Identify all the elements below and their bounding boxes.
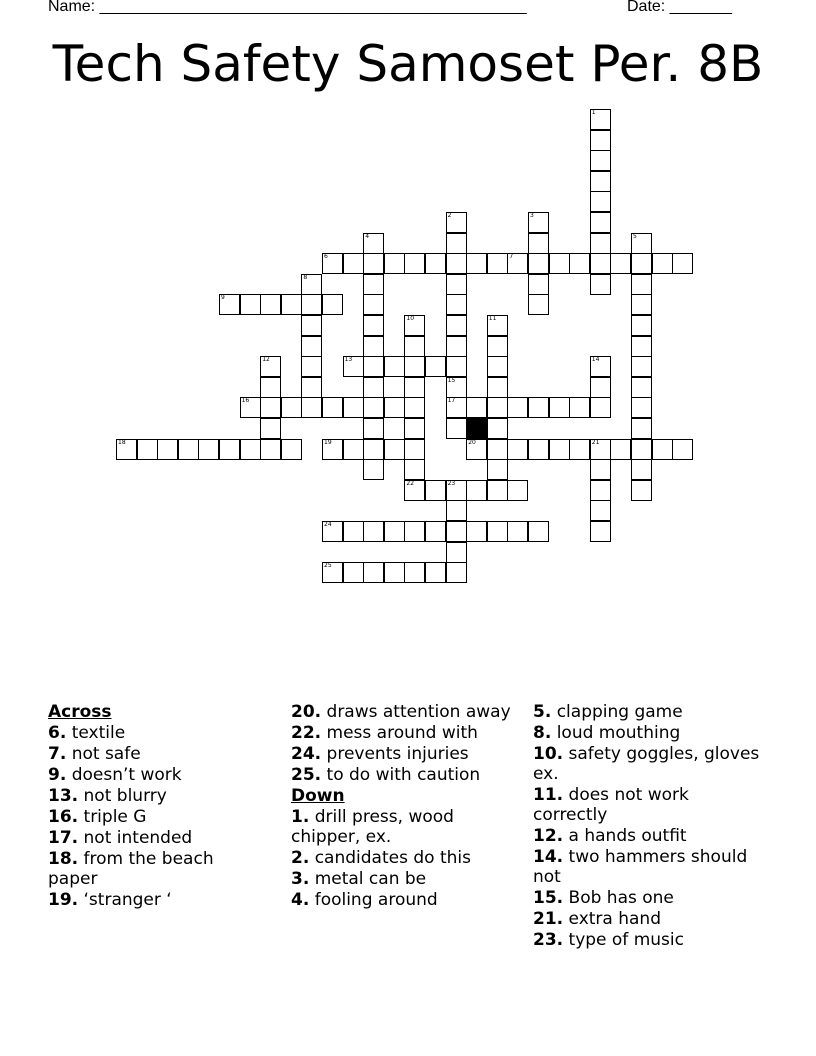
crossword-cell[interactable] [466, 480, 487, 501]
crossword-cell[interactable] [260, 418, 281, 439]
clue-down: 2. candidates do this [291, 848, 471, 868]
cell-number: 6 [324, 253, 328, 261]
clue-across: 13. not blurry [48, 786, 167, 806]
crossword-cell[interactable] [363, 253, 384, 274]
crossword-cell[interactable] [487, 521, 508, 542]
cell-number: 24 [324, 521, 332, 528]
clue-down: 14. two hammers should not [533, 847, 748, 887]
clue-down: 11. does not work correctly [533, 785, 689, 825]
clue-across: 9. doesn’t work [48, 765, 182, 785]
crossword-cell[interactable] [446, 212, 467, 233]
crossword-cell[interactable] [631, 397, 652, 418]
crossword-cell[interactable] [343, 397, 364, 418]
crossword-cell[interactable] [590, 212, 611, 233]
crossword-cell[interactable] [240, 294, 261, 315]
cell-number: 9 [221, 294, 225, 302]
crossword-cell[interactable] [322, 253, 343, 274]
clue-across: 16. triple G [48, 807, 147, 827]
cell-number: 19 [324, 438, 332, 446]
name-field-label: Name: ________________________________________________ [48, 0, 527, 15]
crossword-cell[interactable] [446, 377, 467, 398]
cell-number: 1 [591, 109, 596, 116]
crossword-cell[interactable] [466, 253, 487, 274]
crossword-cell[interactable] [446, 500, 467, 521]
crossword-cell[interactable] [590, 459, 611, 480]
crossword-cell[interactable] [322, 294, 343, 315]
crossword-cell[interactable] [260, 294, 281, 315]
crossword-cell[interactable] [363, 439, 384, 460]
crossword-cell[interactable] [590, 521, 611, 542]
crossword-cell[interactable] [219, 439, 240, 460]
crossword-cell[interactable] [507, 253, 528, 274]
crossword-cell[interactable] [549, 253, 570, 274]
crossword-cell[interactable] [363, 336, 384, 357]
cell-number: 21 [591, 438, 600, 446]
crossword-cell[interactable] [446, 418, 467, 439]
down-heading: Down [291, 786, 345, 806]
crossword-cell[interactable] [487, 439, 508, 460]
clue-column-3 [533, 702, 768, 951]
crossword-cell[interactable] [260, 377, 281, 398]
crossword-cell[interactable] [569, 253, 590, 274]
crossword-cell[interactable] [549, 397, 570, 418]
crossword-cell[interactable] [631, 418, 652, 439]
crossword-cell[interactable] [590, 109, 611, 130]
crossword-cell[interactable] [363, 274, 384, 295]
crossword-cell[interactable] [569, 397, 590, 418]
cell-number: 17 [447, 397, 456, 405]
crossword-cell[interactable] [384, 356, 405, 377]
crossword-cell[interactable] [487, 480, 508, 501]
clue-across: 22. mess around with [291, 723, 478, 743]
crossword-cell[interactable] [384, 253, 405, 274]
clue-across: 20. draws attention away [291, 702, 511, 722]
crossword-cell[interactable] [487, 356, 508, 377]
crossword-cell[interactable] [631, 315, 652, 336]
crossword-cell[interactable] [322, 521, 343, 542]
crossword-cell[interactable] [590, 397, 611, 418]
crossword-cell[interactable] [631, 480, 652, 501]
crossword-cell[interactable] [466, 521, 487, 542]
cell-number: 12 [262, 356, 270, 364]
cell-number: 22 [406, 479, 415, 487]
crossword-cell[interactable] [281, 439, 302, 460]
crossword-cell[interactable] [404, 439, 425, 460]
crossword-cell[interactable] [404, 459, 425, 480]
crossword-cell[interactable] [404, 377, 425, 398]
crossword-cell[interactable] [425, 356, 446, 377]
clue-down: 21. extra hand [533, 909, 661, 929]
crossword-cell[interactable] [672, 253, 693, 274]
clue-across: 6. textile [48, 723, 126, 743]
crossword-cell[interactable] [446, 274, 467, 295]
crossword-cell[interactable] [631, 336, 652, 357]
crossword-cell[interactable] [425, 253, 446, 274]
crossword-cell[interactable] [363, 459, 384, 480]
crossword-cell[interactable] [610, 439, 631, 460]
crossword-cell[interactable] [446, 315, 467, 336]
clue-down: 15. Bob has one [533, 888, 674, 908]
crossword-cell[interactable] [590, 500, 611, 521]
crossword-cell[interactable] [178, 439, 199, 460]
crossword-cell[interactable] [301, 336, 322, 357]
crossword-cell[interactable] [301, 274, 322, 295]
crossword-cell[interactable] [507, 480, 528, 501]
crossword-cell[interactable] [446, 542, 467, 563]
crossword-cell[interactable] [363, 294, 384, 315]
crossword-cell[interactable] [631, 377, 652, 398]
crossword-cell[interactable] [487, 336, 508, 357]
crossword-cell[interactable] [590, 233, 611, 254]
crossword-cell[interactable] [631, 459, 652, 480]
crossword-cell[interactable] [528, 253, 549, 274]
crossword-cell[interactable] [528, 397, 549, 418]
cell-number: 5 [633, 232, 637, 240]
crossword-cell[interactable] [446, 294, 467, 315]
crossword-cell[interactable] [404, 418, 425, 439]
crossword-cell[interactable] [404, 562, 425, 583]
crossword-cell[interactable] [363, 418, 384, 439]
crossword-cell[interactable] [137, 439, 158, 460]
crossword-cell[interactable] [404, 356, 425, 377]
crossword-cell[interactable] [549, 439, 570, 460]
crossword-cell[interactable] [446, 356, 467, 377]
crossword-cell[interactable] [507, 397, 528, 418]
clue-across: 17. not intended [48, 828, 193, 848]
crossword-cell[interactable] [260, 439, 281, 460]
crossword-cell[interactable] [446, 562, 467, 583]
clue-down: 12. a hands outfit [533, 826, 687, 846]
crossword-cell[interactable] [343, 356, 364, 377]
crossword-cell[interactable] [487, 459, 508, 480]
cell-number: 14 [591, 356, 600, 364]
crossword-cell[interactable] [363, 315, 384, 336]
crossword-cell[interactable] [301, 377, 322, 398]
crossword-cell[interactable] [384, 439, 405, 460]
crossword-cell[interactable] [631, 233, 652, 254]
crossword-cell[interactable] [466, 439, 487, 460]
clue-column-1 [48, 702, 268, 911]
crossword-cell[interactable] [590, 439, 611, 460]
crossword-cell[interactable] [157, 439, 178, 460]
crossword-cell[interactable] [590, 274, 611, 295]
cell-number: 7 [509, 253, 514, 261]
crossword-cell[interactable] [219, 294, 240, 315]
cell-number: 13 [344, 356, 353, 364]
clue-down: 10. safety goggles, gloves ex. [533, 744, 760, 784]
crossword-cell[interactable] [446, 397, 467, 418]
crossword-cell[interactable] [425, 521, 446, 542]
crossword-cell[interactable] [672, 439, 693, 460]
date-field-label: Date: _______ [627, 0, 732, 15]
crossword-cell[interactable] [363, 562, 384, 583]
crossword-cell[interactable] [322, 439, 343, 460]
clue-across: 25. to do with caution [291, 765, 481, 785]
crossword-cell[interactable] [322, 397, 343, 418]
cell-number: 23 [447, 479, 456, 487]
clue-across: 7. not safe [48, 744, 141, 764]
crossword-cell[interactable] [487, 377, 508, 398]
cell-number: 2 [447, 212, 452, 219]
crossword-cell[interactable] [487, 253, 508, 274]
crossword-cell[interactable] [631, 294, 652, 315]
clue-down: 3. metal can be [291, 869, 427, 889]
crossword-cell[interactable] [343, 521, 364, 542]
crossword-block [466, 418, 487, 439]
crossword-cell[interactable] [631, 253, 652, 274]
cell-number: 20 [468, 438, 476, 446]
cell-number: 4 [365, 232, 370, 240]
clue-down: 1. drill press, wood chipper, ex. [291, 807, 454, 847]
crossword-cell[interactable] [240, 439, 261, 460]
crossword-cell[interactable] [384, 562, 405, 583]
clue-down: 8. loud mouthing [533, 723, 681, 743]
crossword-cell[interactable] [590, 171, 611, 192]
crossword-cell[interactable] [446, 521, 467, 542]
crossword-cell[interactable] [569, 439, 590, 460]
crossword-cell[interactable] [652, 253, 673, 274]
crossword-cell[interactable] [363, 233, 384, 254]
cell-number: 15 [447, 376, 456, 384]
crossword-cell[interactable] [446, 233, 467, 254]
crossword-cell[interactable] [652, 439, 673, 460]
crossword-cell[interactable] [404, 397, 425, 418]
crossword-cell[interactable] [404, 315, 425, 336]
crossword-cell[interactable] [507, 521, 528, 542]
crossword-cell[interactable] [240, 397, 261, 418]
crossword-cell[interactable] [528, 274, 549, 295]
crossword-cell[interactable] [363, 377, 384, 398]
crossword-cell[interactable] [301, 315, 322, 336]
cell-number: 3 [530, 212, 534, 219]
crossword-cell[interactable] [343, 253, 364, 274]
crossword-cell[interactable] [281, 397, 302, 418]
crossword-cell[interactable] [590, 356, 611, 377]
crossword-cell[interactable] [404, 521, 425, 542]
cell-number: 18 [118, 438, 126, 446]
crossword-cell[interactable] [343, 562, 364, 583]
crossword-cell[interactable] [590, 130, 611, 151]
crossword-cell[interactable] [590, 150, 611, 171]
cell-number: 8 [303, 273, 308, 281]
cell-number: 11 [488, 315, 497, 322]
crossword-cell[interactable] [343, 439, 364, 460]
crossword-cell[interactable] [487, 418, 508, 439]
clue-across: 18. from the beach paper [48, 849, 214, 889]
crossword-cell[interactable] [487, 397, 508, 418]
crossword-cell[interactable] [260, 397, 281, 418]
crossword-cell[interactable] [404, 480, 425, 501]
clue-column-2 [291, 702, 516, 911]
crossword-cell[interactable] [528, 521, 549, 542]
crossword-cell[interactable] [528, 439, 549, 460]
crossword-cell[interactable] [260, 356, 281, 377]
crossword-cell[interactable] [425, 480, 446, 501]
cell-number: 25 [324, 562, 332, 570]
crossword-cell[interactable] [301, 356, 322, 377]
crossword-cell[interactable] [363, 356, 384, 377]
crossword-cell[interactable] [631, 356, 652, 377]
crossword-cell[interactable] [590, 480, 611, 501]
crossword-cell[interactable] [590, 191, 611, 212]
crossword-cell[interactable] [116, 439, 137, 460]
crossword-cell[interactable] [425, 562, 446, 583]
crossword-cell[interactable] [384, 397, 405, 418]
clue-down: 23. type of music [533, 930, 684, 950]
crossword-cell[interactable] [446, 253, 467, 274]
clue-across: 19. ‘stranger ‘ [48, 890, 172, 910]
crossword-cell[interactable] [363, 397, 384, 418]
clue-down: 4. fooling around [291, 890, 438, 910]
crossword-cell[interactable] [466, 397, 487, 418]
cell-number: 16 [241, 397, 250, 405]
clue-across: 24. prevents injuries [291, 744, 469, 764]
page-title: Tech Safety Samoset Per. 8B [52, 35, 764, 93]
crossword-cell[interactable] [610, 253, 631, 274]
crossword-cell[interactable] [446, 336, 467, 357]
clue-down: 5. clapping game [533, 702, 683, 722]
crossword-cell[interactable] [404, 336, 425, 357]
crossword-cell[interactable] [528, 233, 549, 254]
crossword-cell[interactable] [301, 294, 322, 315]
crossword-cell[interactable] [631, 439, 652, 460]
crossword-cell[interactable] [384, 521, 405, 542]
crossword-cell[interactable] [404, 253, 425, 274]
crossword-cell[interactable] [631, 274, 652, 295]
across-heading: Across [48, 702, 112, 722]
crossword-cell[interactable] [322, 562, 343, 583]
crossword-cell[interactable] [198, 439, 219, 460]
crossword-cell[interactable] [507, 439, 528, 460]
crossword-cell[interactable] [590, 377, 611, 398]
crossword-cell[interactable] [487, 315, 508, 336]
crossword-cell[interactable] [590, 253, 611, 274]
crossword-cell[interactable] [363, 521, 384, 542]
crossword-cell[interactable] [281, 294, 302, 315]
crossword-cell[interactable] [528, 212, 549, 233]
crossword-cell[interactable] [528, 294, 549, 315]
cell-number: 10 [406, 315, 415, 322]
crossword-cell[interactable] [301, 397, 322, 418]
crossword-cell[interactable] [446, 480, 467, 501]
